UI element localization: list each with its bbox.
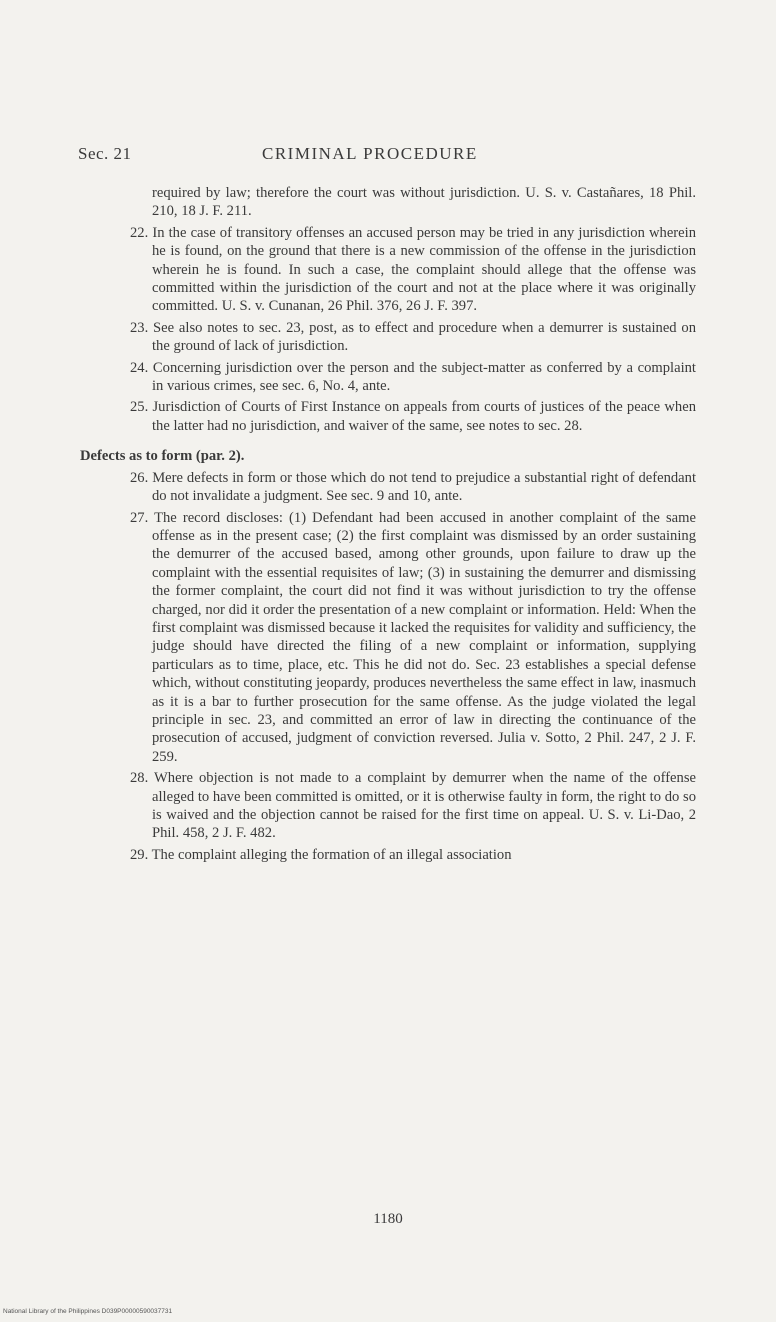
- intro-paragraph: required by law; therefore the court was without jurisdiction. U. S. v. Castañares, 18 Phil. 210, 18 J. F. 211.: [152, 185, 696, 220]
- scan-footer: National Library of the Philippines D039P0000059003773​1: [3, 1308, 173, 1315]
- note-29: 29. The complaint alleging the formation of an illegal association: [130, 846, 512, 863]
- page-number: 1180: [373, 1211, 403, 1227]
- note-25: 25. Jurisdiction of Courts of First Instance on appeals from courts of justices of the peace when the latter had no jurisdiction, and waiver of the same, see notes to sec. 28.: [130, 399, 696, 434]
- page-header: [78, 144, 698, 168]
- note-22: 22. In the case of transitory offenses an accused person may be tried in any jurisdiction wherein he is found, on the ground that there is a new commission of the offense in the jurisdiction wherein he is found. In such a case, the complaint should allege that the offense was committed within the jurisdiction of the court and not at the place where it was originally committed. U. S. v. Cunanan, 26 Phil. 376, 26 J. F. 397.: [130, 224, 696, 315]
- note-24: 24. Concerning jurisdiction over the person and the subject-matter as conferred by a complaint in various crimes, see sec. 6, No. 4, ante.: [130, 359, 696, 395]
- section-label: Sec. 21: [78, 144, 132, 163]
- running-title: CRIMINAL PROCEDURE: [262, 144, 478, 163]
- note-27: 27. The record discloses: (1) Defendant had been accused in another complaint of the same offense as in the present case; (2) the first complaint was dismissed by an order sustaining the demurrer of the accused based, among other grounds, upon failure to draw up the complaint with the essential requisites of law; (3) in sustaining the demurrer and dismissing the former complaint, the court did not find it was without jurisdiction to try the offense charged, nor did it order the presentation of a new complaint or information. Held: When the first complaint was dismissed because it lacked the requisites for validity and sufficiency, the judge should have directed the filing of a new complaint or information, supplying particulars as to time, place, etc. This he did not do. Sec. 23 establishes a special defense which, without constituting jeopardy, produces nevertheless the same effect in law, inasmuch as it is a bar to further prosecution for the same offense. As the judge violated the legal principle in sec. 23, and committed an error of law in directing the continuance of the prosecution of accused, judgment of conviction reversed. Julia v. Sotto, 2 Phil. 247, 2 J. F. 259.: [130, 509, 696, 765]
- note-23: 23. See also notes to sec. 23, post, as to effect and procedure when a demurrer is sustained on the ground of lack of jurisdiction.: [130, 319, 696, 355]
- page-body: [80, 184, 696, 867]
- subheading: Defects as to form (par. 2).: [80, 448, 245, 465]
- note-26: 26. Mere defects in form or those which do not tend to prejudice a substantial right of defendant do not invalidate a judgment. See sec. 9 and 10, ante.: [130, 469, 696, 505]
- note-28: 28. Where objection is not made to a complaint by demurrer when the name of the offense alleged to have been committed is omitted, or it is otherwise faulty in form, the right to do so is waived and the objection cannot be raised for the first time on appeal. U. S. v. Li-Dao, 2 Phil. 458, 2 J. F. 482.: [130, 770, 696, 842]
